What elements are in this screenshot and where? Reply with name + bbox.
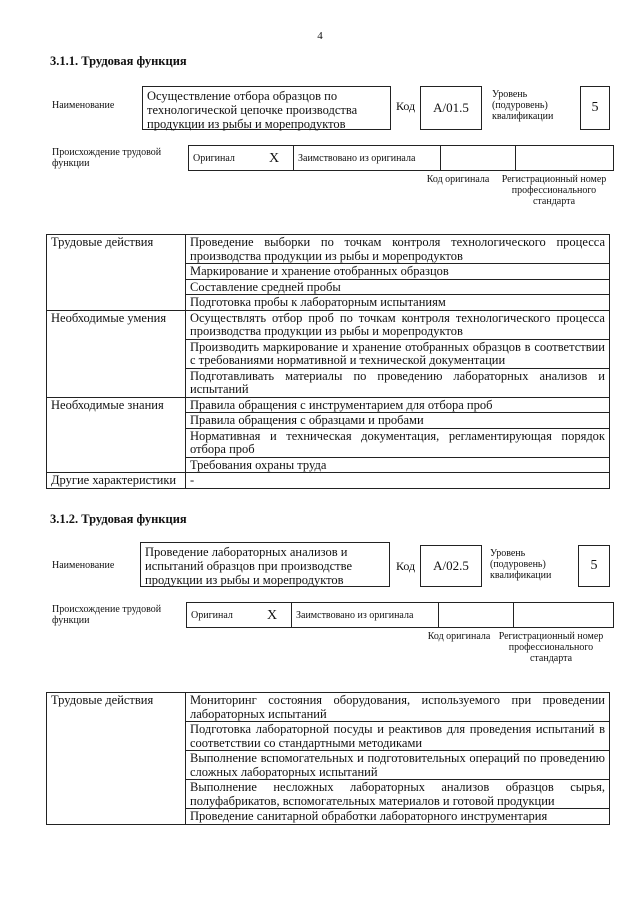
original-code-cell [441,146,516,171]
origin-label: Происхождение трудовой функции [52,604,162,626]
section-title: 3.1.2. Трудовая функция [50,512,187,526]
name-label: Наименование [52,560,115,571]
table-cell: Подготавливать материалы по проведению лабораторных анализов и испытаний [186,368,610,397]
code-label: Код [396,559,416,573]
table-cell: Проведение выборки по точкам контроля технологического процесса производства продукции из рыбы и морепродуктов [186,235,610,264]
table-row [47,473,610,489]
table-cell: Проведение санитарной обработки лабораторного инструментария [186,809,610,825]
function-code-box: А/01.5 [420,86,482,130]
table-cell: Мониторинг состояния оборудования, используемого при проведении лабораторных испытаний [186,693,610,722]
function-name-box: Осуществление отбора образцов по технологической цепочке производства продукции из рыбы и морепродуктов [142,86,391,130]
table-cell: Осуществлять отбор проб по точкам контроля технологического процесса производства продукции из рыбы и морепродуктов [186,310,610,339]
code-label: Код [396,99,416,113]
table-row [47,397,610,413]
origin-table [188,145,614,171]
table-cell: Составление средней пробы [186,279,610,295]
borrowed-label: Заимствовано из оригинала [294,146,441,171]
table-cell: Выполнение несложных лабораторных анализов образцов сырья, полуфабрикатов, вспомогательных материалов и готовой продукции [186,780,610,809]
function-name-box: Проведение лабораторных анализов и испытаний образцов при производстве продукции из рыбы и морепродуктов [140,542,390,587]
row-label: Необходимые знания [47,397,186,473]
origin-label: Происхождение трудовой функции [52,147,162,169]
page-number: 4 [317,30,323,42]
original-code-caption: Код оригинала [427,631,491,642]
function-table [46,692,610,825]
borrowed-label: Заимствовано из оригинала [292,603,439,628]
registration-number-caption: Регистрационный номер профессионального стандарта [501,174,607,207]
row-label: Другие характеристики [47,473,186,489]
origin-table [186,602,614,628]
function-code-box: А/02.5 [420,545,482,587]
row-label: Необходимые умения [47,310,186,397]
row-label: Трудовые действия [47,235,186,311]
registration-number-cell [514,603,614,628]
level-value-box: 5 [578,545,610,587]
table-cell: Маркирование и хранение отобранных образцов [186,264,610,280]
original-label: Оригинал [187,603,254,628]
registration-number-cell [516,146,614,171]
function-table [46,234,610,489]
table-cell: Выполнение вспомогательных и подготовительных операций по проведению сложных лабораторных испытаний [186,751,610,780]
row-label: Трудовые действия [47,693,186,825]
table-row [47,310,610,339]
table-cell: - [186,473,610,489]
table-cell: Подготовка лабораторной посуды и реактивов для проведения испытаний в соответствии со стандартными методиками [186,722,610,751]
table-cell: Производить маркирование и хранение отобранных образцов в соответствии с требованиями нормативной и технической документации [186,339,610,368]
table-cell: Подготовка пробы к лабораторным испытаниям [186,295,610,311]
level-label: Уровень (подуровень) квалификации [492,89,554,122]
original-label: Оригинал [189,146,256,171]
name-label: Наименование [52,100,115,111]
level-label: Уровень (подуровень) квалификации [490,548,552,581]
original-code-cell [439,603,514,628]
table-cell: Требования охраны труда [186,457,610,473]
table-cell: Правила обращения с образцами и пробами [186,413,610,429]
table-cell: Правила обращения с инструментарием для отбора проб [186,397,610,413]
table-row [47,235,610,264]
table-cell: Нормативная и техническая документация, регламентирующая порядок отбора проб [186,428,610,457]
original-mark: X [255,146,294,171]
original-mark: X [253,603,292,628]
registration-number-caption: Регистрационный номер профессионального стандарта [498,631,604,664]
original-code-caption: Код оригинала [426,174,490,185]
level-value-box: 5 [580,86,610,130]
section-title: 3.1.1. Трудовая функция [50,54,187,68]
table-row [47,693,610,722]
